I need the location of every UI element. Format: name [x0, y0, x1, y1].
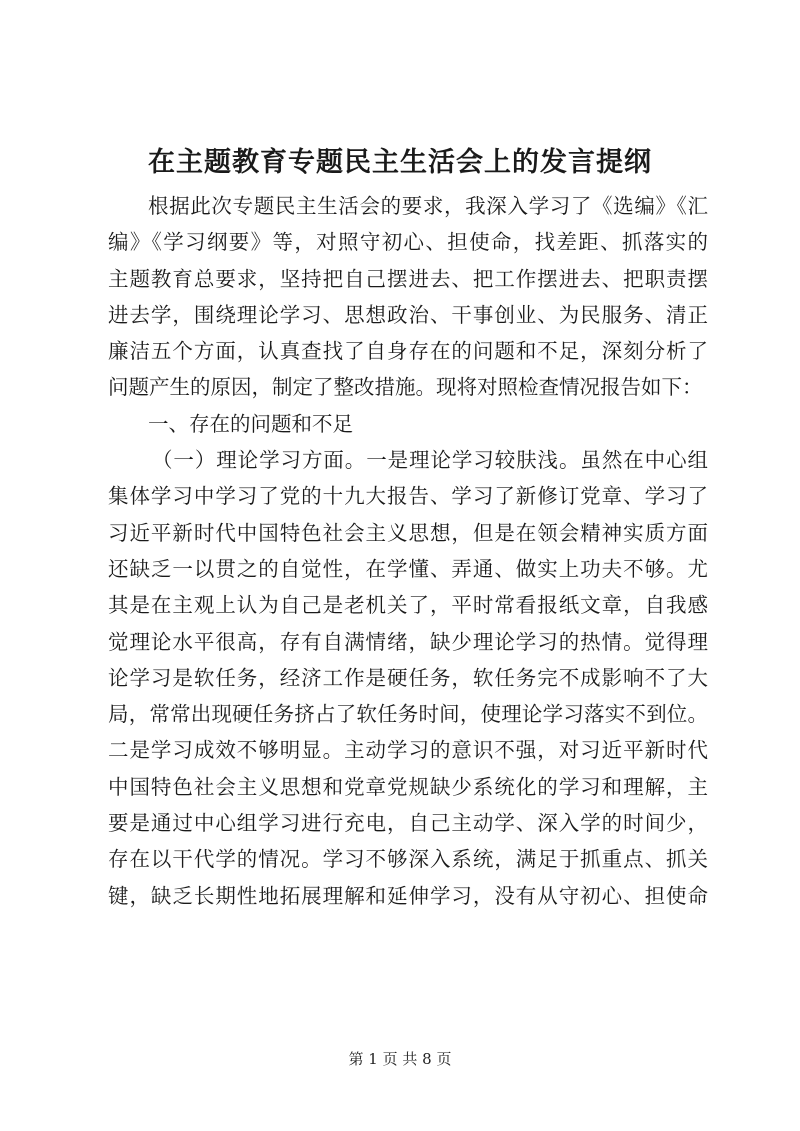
paragraph-line: 问题产生的原因，制定了整改措施。现将对照检查情况报告如下： [108, 375, 703, 400]
paragraph-line: 要是通过中心组学习进行充电，自己主动学、深入学的时间少， [108, 811, 708, 836]
paragraph-line: 中国特色社会主义思想和党章党规缺少系统化的学习和理解，主 [108, 774, 708, 799]
paragraph-line: 论学习是软任务，经济工作是硬任务，软任务完不成影响不了大 [108, 665, 708, 690]
document-body [108, 188, 708, 914]
paragraph-line: 其是在主观上认为自己是老机关了，平时常看报纸文章，自我感 [108, 593, 708, 618]
paragraph-line: 进去学，围绕理论学习、思想政治、干事创业、为民服务、清正 [108, 302, 708, 327]
paragraph-line: 集体学习中学习了党的十九大报告、学习了新修订党章、学习了 [108, 484, 708, 509]
paragraph-line: 键，缺乏长期性地拓展理解和延伸学习，没有从守初心、担使命 [108, 883, 708, 908]
paragraph-line: 局，常常出现硬任务挤占了软任务时间，使理论学习落实不到位。 [108, 702, 708, 727]
paragraph-line: 觉理论水平很高，存有自满情绪，缺少理论学习的热情。觉得理 [108, 629, 708, 654]
section-heading: 一、存在的问题和不足 [148, 411, 353, 436]
paragraph-line: 习近平新时代中国特色社会主义思想，但是在领会精神实质方面 [108, 520, 708, 545]
paragraph-line: 二是学习成效不够明显。主动学习的意识不强，对习近平新时代 [108, 738, 708, 763]
paragraph-line: 根据此次专题民主生活会的要求，我深入学习了《选编》《汇 [148, 194, 708, 218]
paragraph-line: 还缺乏一以贯之的自觉性，在学懂、弄通、做实上功夫不够。尤 [108, 556, 708, 581]
paragraph-line: 主题教育总要求，坚持把自己摆进去、把工作摆进去、把职责摆 [108, 266, 708, 291]
paragraph-line: 编》《学习纲要》等，对照守初心、担使命，找差距、抓落实的 [108, 230, 708, 255]
paragraph-line: 廉洁五个方面，认真查找了自身存在的问题和不足，深刻分析了 [108, 339, 708, 364]
document-title: 在主题教育专题民主生活会上的发言提纲 [148, 147, 652, 178]
paragraph-line: 存在以干代学的情况。学习不够深入系统，满足于抓重点、抓关 [108, 847, 708, 872]
paragraph-line: （一）理论学习方面。一是理论学习较肤浅。虽然在中心组 [152, 448, 708, 473]
page-number-footer: 第 1 页 共 8 页 [348, 1050, 452, 1068]
